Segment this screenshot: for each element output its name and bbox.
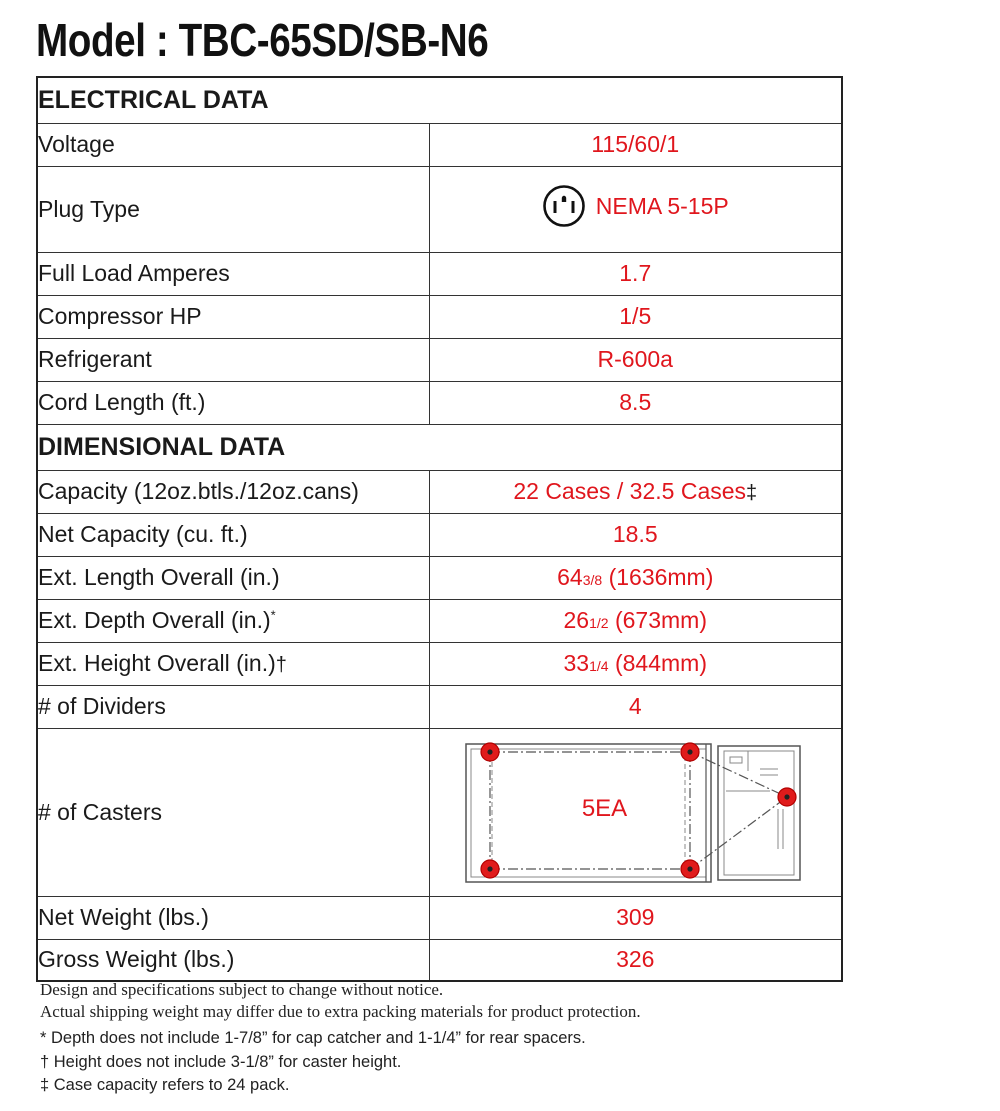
table-row [37, 513, 842, 556]
height-fraction: 1/4 [589, 658, 609, 674]
note-height: † Height does not include 3-1/8” for caster height. [40, 1052, 402, 1071]
table-row [37, 939, 842, 981]
row-value-hp: 1/5 [429, 295, 842, 338]
table-row [37, 728, 842, 896]
row-label-height [37, 642, 429, 685]
page-title: Model : TBC-65SD/SB-N6 [36, 14, 489, 66]
capacity-footnote-mark: ‡ [746, 482, 758, 504]
plug-type-text: NEMA 5-15P [595, 192, 729, 219]
row-label-capacity: Capacity (12oz.btls./12oz.cans) [37, 470, 429, 513]
caster-diagram [430, 729, 842, 895]
row-label-refrigerant: Refrigerant [37, 338, 429, 381]
row-value-depth [429, 599, 842, 642]
depth-fraction: 1/2 [589, 615, 609, 631]
row-value-gross-weight: 326 [429, 939, 842, 981]
table-row [37, 896, 842, 939]
row-value-fla: 1.7 [429, 252, 842, 295]
table-row [37, 252, 842, 295]
height-whole: 33 [563, 650, 590, 676]
row-label-cord: Cord Length (ft.) [37, 381, 429, 424]
row-label-fla: Full Load Amperes [37, 252, 429, 295]
row-value-capacity [429, 470, 842, 513]
row-value-refrigerant: R-600a [429, 338, 842, 381]
row-value-plug [429, 166, 842, 252]
length-whole: 64 [557, 564, 583, 590]
height-label-text: Ext. Height Overall (in.) [38, 650, 276, 676]
section-row-electrical [37, 77, 842, 123]
table-row [37, 166, 842, 252]
row-label-net-capacity: Net Capacity (cu. ft.) [37, 513, 429, 556]
depth-metric: (673mm) [608, 607, 707, 633]
note-capacity: ‡ Case capacity refers to 24 pack. [40, 1076, 290, 1094]
depth-footnote-mark: * [270, 607, 276, 623]
row-label-casters: # of Casters [37, 728, 429, 896]
row-label-net-weight: Net Weight (lbs.) [37, 896, 429, 939]
table-row [37, 599, 842, 642]
table-row [37, 338, 842, 381]
row-value-length [429, 556, 842, 599]
section-heading-electrical: ELECTRICAL DATA [37, 77, 842, 123]
note-shipping: Actual shipping weight may differ due to extra packing materials for product protection. [40, 1002, 641, 1021]
height-metric: (844mm) [608, 650, 707, 676]
table-row [37, 642, 842, 685]
table-row [37, 123, 842, 166]
spec-table [36, 76, 843, 982]
note-depth: * Depth does not include 1-7/8” for cap catcher and 1-1/4” for rear spacers. [40, 1029, 586, 1047]
depth-label-text: Ext. Depth Overall (in.) [38, 607, 271, 633]
row-value-net-weight: 309 [429, 896, 842, 939]
depth-whole: 26 [563, 607, 590, 633]
section-heading-dimensional: DIMENSIONAL DATA [37, 424, 842, 470]
row-value-voltage: 115/60/1 [429, 123, 842, 166]
height-footnote-mark: † [275, 654, 287, 676]
table-row [37, 556, 842, 599]
table-row [37, 295, 842, 338]
row-label-depth [37, 599, 429, 642]
row-value-casters [429, 728, 842, 896]
length-fraction: 3/8 [582, 572, 603, 588]
row-value-net-capacity: 18.5 [429, 513, 842, 556]
row-label-voltage: Voltage [37, 123, 429, 166]
section-row-dimensional [37, 424, 842, 470]
table-row [37, 685, 842, 728]
footnotes [40, 979, 940, 1098]
nema-plug-icon [542, 184, 586, 228]
casters-count: 5EA [581, 795, 628, 822]
table-row [37, 470, 842, 513]
row-label-dividers: # of Dividers [37, 685, 429, 728]
row-label-plug: Plug Type [37, 166, 429, 252]
note-design: Design and specifications subject to change without notice. [40, 980, 444, 999]
length-metric: (1636mm) [602, 564, 714, 590]
row-label-gross-weight: Gross Weight (lbs.) [37, 939, 429, 981]
row-label-length: Ext. Length Overall (in.) [37, 556, 429, 599]
row-label-hp: Compressor HP [37, 295, 429, 338]
row-value-cord: 8.5 [429, 381, 842, 424]
row-value-dividers: 4 [429, 685, 842, 728]
row-value-height [429, 642, 842, 685]
table-row [37, 381, 842, 424]
capacity-text: 22 Cases / 32.5 Cases [513, 478, 747, 504]
